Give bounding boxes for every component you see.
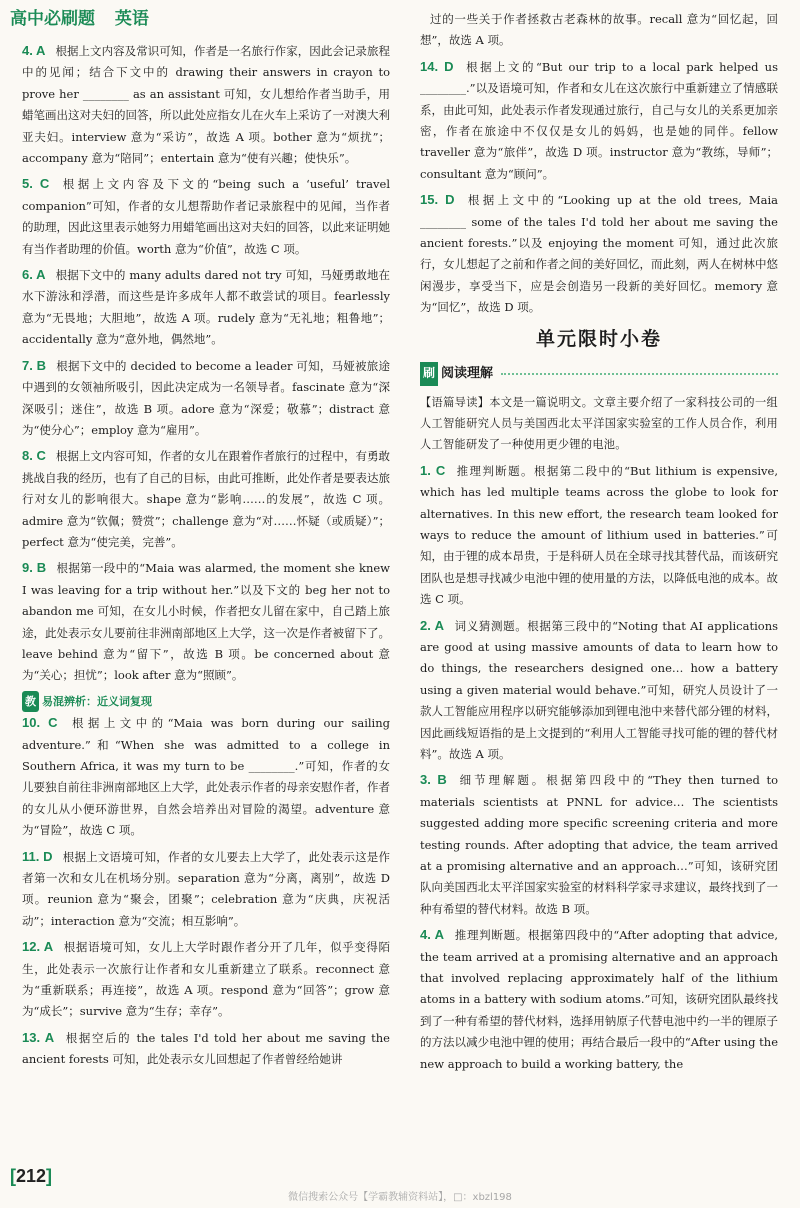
answer-number: 1. C xyxy=(420,462,446,478)
answer-number: 4. A xyxy=(22,43,46,58)
answer-item xyxy=(22,264,390,351)
answer-number: 9. B xyxy=(22,560,47,576)
answer-text: 根据上文中的“Maia was born during our sailing adventure.”和“When she was admitted to a college in Southern Africa, it was my turn to be ________.”可知，作者的女儿要独自前往非洲南部地区上大学，此处表示作者的母亲安慰作者，作者的女儿从小便环游世界，自然会培养出对冒险的渴望。adventure 意为“冒险”，故选 C 项。 xyxy=(22,716,390,838)
answer-item xyxy=(22,445,390,553)
answer-number: 4. A xyxy=(420,927,445,943)
answer-number: 5. C xyxy=(22,176,50,192)
answer-text: 词义猜测题。根据第三段中的“Noting that AI applications are good at using massive amounts of data to learn how to do things, the researchers designed one… how a battery using a given material would behave.”可知，研究人员设计了一款人工智能应用程序以研究能够添加到锂电池中来替代部分锂的材料，因此画线短语指的是上文提到的“利用人工智能寻找可能的锂的替代材料”。故选 A 项。 xyxy=(420,618,778,761)
answer-item xyxy=(22,40,390,169)
reading-header xyxy=(420,362,778,385)
page-header xyxy=(10,2,163,36)
answer-number: 2. A xyxy=(420,617,444,633)
right-column xyxy=(420,8,778,1160)
answer-item xyxy=(22,1027,390,1071)
answer-item xyxy=(420,8,778,52)
watermark: 微信搜索公众号【学霸教辅资料站】，□：xbzl198 xyxy=(288,1192,512,1203)
answer-item xyxy=(420,189,778,318)
reading-label: 阅读理解 xyxy=(441,366,494,382)
answer-item xyxy=(420,769,778,920)
answer-text: 推理判断题。根据第二段中的“But lithium is expensive, which has led multiple teams across the globe to look for alternatives. In this new effort, the research team looked for ways to reduce the amount of lithium used in batteries.”可知，由于锂的成本昂贵，于是科研人员在全球寻找其替代品，而该研究团队也是想寻找减少电池中锂的使用量的方法，以降低电池的成本。故选 C 项。 xyxy=(420,463,778,607)
answer-number: 3. B xyxy=(420,772,447,788)
answer-item xyxy=(22,173,390,260)
reading-badge: 刷 xyxy=(420,362,438,385)
answer-text: 推理判断题。根据第四段中的“After adopting that advice, the team arrived at a promising alternative and an approach that involved replacing approximately half of the lithium atoms in a battery with sodium atoms.”可知，该研究团队最终找到了一种有希望的替代材料，选择用钠原子代替电池中约一半的锂原子的方法以减少电池中锂的使用；再结合最后一段中的“After using the new approach to build a working battery, the xyxy=(420,928,778,1071)
answer-item xyxy=(420,460,778,611)
answer-text: 过的一些关于作者拯救古老森林的故事。recall 意为“回忆起，回想”，故选 A 项。 xyxy=(420,12,778,48)
passage-intro: 【语篇导读】本文是一篇说明文。文章主要介绍了一家科技公司的一组人工智能研究人员与美国西北太平洋国家实验室的工作人员合作，利用人工智能研发了一种使用更少锂的电池。 xyxy=(420,395,778,452)
answer-number: 10. C xyxy=(22,715,58,731)
dotted-divider xyxy=(501,373,778,375)
answer-number: 15. D xyxy=(420,192,455,208)
answer-number: 14. D xyxy=(420,58,454,74)
answer-text: 根据上文语境可知，作者的女儿要去上大学了，此处表示这是作者第一次和女儿在机场分别。separation 意为“分离，离别”，故选 D 项。reunion 意为“聚会，团聚”；celebration 意为“庆典，庆祝活动”；interaction 意为“交流；相互影响”。 xyxy=(22,849,390,928)
answer-text: 根据下文中的 decided to become a leader 可知，马娅被旅途中遇到的女领袖所吸引，因此决定成为一名领导者。fascinate 意为“深深吸引；迷住”，故选 B 项。adore 意为“深爱；敬慕”；distract 意为“使分心”；employ 意为“雇用”。 xyxy=(22,358,390,437)
answer-number: 6. A xyxy=(22,267,46,283)
answer-text: 根据上文内容可知，作者的女儿在跟着作者旅行的过程中，有勇敢挑战自我的经历，也有了自己的目标，由此可推断，此处作者是要表达旅行对女儿的影响很大。shape 意为“影响……的发展”，故选 C 项。admire 意为“钦佩；赞赏”；challenge 意为“对……怀疑（或质疑）”；perfect 意为“使完美，完善”。 xyxy=(22,449,390,549)
page-number-value: 212 xyxy=(16,1166,47,1186)
answer-text: 细节理解题。根据第四段中的“They then turned to materials scientists at PNNL for advice… The scientists suggested adding more specific screening criteria and more testing rounds. After adopting that advice, the team arrived at a promising alternative and an approach…”可知，该研究团队向美国西北太平洋国家实验室的材料科学家寻求建议，最终找到了一种有希望的替代材料。故选 B 项。 xyxy=(420,773,778,916)
answer-item xyxy=(22,846,390,933)
answer-text: 根据上文的“But our trip to a local park helped us ________.”以及语境可知，作者和女儿在这次旅行中重新建立了情感联系，由此可知，此处表示作者发现通过旅行，自己与女儿的关系更加亲密，作者在旅途中不仅仅是女儿的妈妈，也是她的同伴。fellow traveller 意为“旅伴”，故选 D 项。instructor 意为“教练，导师”；consultant 意为“顾问”。 xyxy=(420,59,778,181)
tip-note xyxy=(22,691,390,712)
tip-mark: 教 xyxy=(22,691,39,712)
answer-text: 根据上文内容及常识可知，作者是一名旅行作家，因此会记录旅程中的见闻；结合下文中的 drawing their answers in crayon to prove her ________ as an assistant 可知，女儿想给作者当助手，用蜡笔画出这对夫妇的回答，所以此处应指女儿在火车上采访了一对澳大利亚夫妇。interview 意为“采访”，故选 A 项。bother 意为“烦扰”；accompany 意为“陪同”；entertain 意为“使有兴趣；使快乐”。 xyxy=(22,44,390,166)
subject-title: 英语 xyxy=(114,9,149,29)
answer-number: 13. A xyxy=(22,1029,55,1045)
answer-text: 根据下文中的 many adults dared not try 可知，马娅勇敢地在水下游泳和浮潜，而这些是许多成年人都不敢尝试的项目。fearlessly 意为“无畏地；大胆地”，故选 A 项。rudely 意为“无礼地；粗鲁地”；accidentally 意为“意外地，偶然地”。 xyxy=(22,268,390,347)
left-column xyxy=(22,40,390,1160)
answer-text: 根据上文内容及下文的“being such a ‘useful’ travel companion”可知，作者的女儿想帮助作者记录旅程中的见闻，当作者的助理，因此这里表示她努力用蜡笔画出这对夫妇的回答，以此来证明她有当作者助理的价值。worth 意为“价值”，故选 C 项。 xyxy=(22,177,390,256)
answer-item xyxy=(420,615,778,766)
tip-label: 易混辨析：近义词复现 xyxy=(42,694,152,708)
answer-number: 12. A xyxy=(22,939,54,955)
book-title: 高中必刷题 xyxy=(10,9,95,29)
answer-number: 7. B xyxy=(22,357,47,373)
answer-number: 11. D xyxy=(22,848,53,864)
section-title: 单元限时小卷 xyxy=(535,327,662,350)
answer-text: 根据第一段中的“Maia was alarmed, the moment she knew I was leaving for a trip without her.”以及下文的 beg her not to abandon me 可知，在女儿小时候，作者把女儿留在家中，自己踏上旅途，此处表示女儿要前往非洲南部地区上大学，这一次是作者被留下了。leave behind 意为“留下”，故选 B 项。be concerned about 意为“关心；担忧”；look after 意为“照顾”。 xyxy=(22,561,390,683)
answer-text: 根据空后的 the tales I'd told her about me saving the ancient forests 可知，此处表示女儿回想起了作者曾经给她讲 xyxy=(22,1030,390,1067)
answer-item xyxy=(420,924,778,1075)
answer-item xyxy=(420,56,778,185)
answer-item xyxy=(22,557,390,686)
answer-item xyxy=(22,936,390,1023)
answer-number: 8. C xyxy=(22,448,46,464)
page-number: [212] xyxy=(10,1166,53,1186)
answer-item xyxy=(22,355,390,442)
answer-text: 根据语境可知，女儿上大学时跟作者分开了几年，似乎变得陌生，此处表示一次旅行让作者和女儿重新建立了联系。reconnect 意为“重新联系；再连接”，故选 A 项。respond 意为“回答”；grow 意为“成长”；survive 意为“生存；幸存”。 xyxy=(22,940,390,1019)
answer-item xyxy=(22,712,390,841)
answer-text: 根据上文中的“Looking up at the old trees, Maia ________ some of the tales I'd told her about me saving the ancient forests.”以及 enjoying the moment 可知，通过此次旅行，女儿想起了之前和作者之间的美好回忆，而此刻，两人在树林中悠闲漫步，享受当下，应是会创造另一段新的美好回忆。memory 意为“回忆”，故选 D 项。 xyxy=(420,193,778,315)
